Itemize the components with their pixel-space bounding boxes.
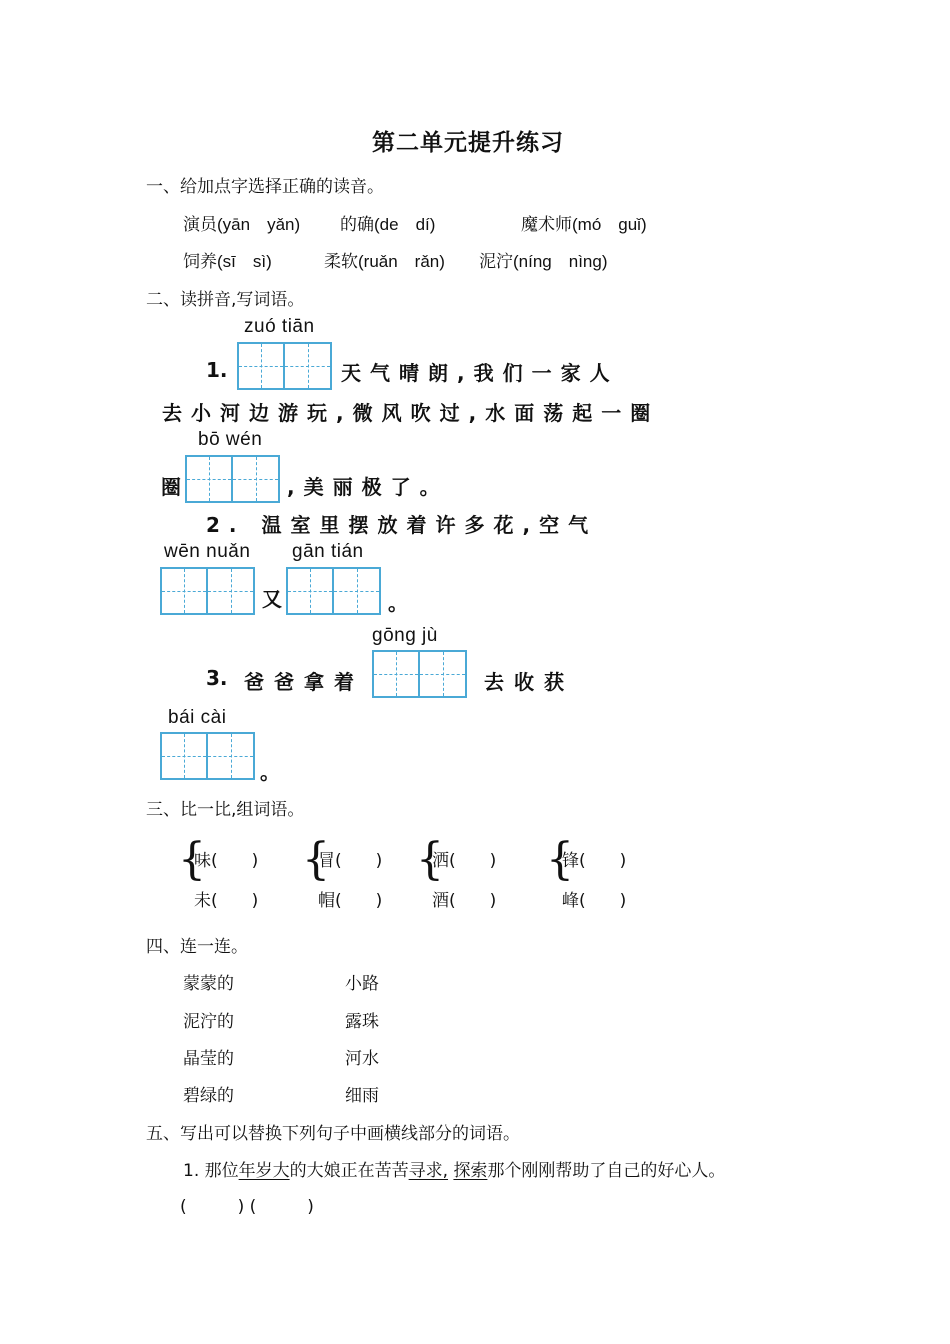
writing-cell[interactable]: [233, 455, 280, 503]
pinyin-prompt: bái cài: [168, 707, 227, 728]
section-1-heading: 一、给加点字选择正确的读音。: [146, 177, 384, 197]
pinyin-prompt: gān tián: [292, 541, 364, 562]
brace-icon: {: [416, 834, 444, 885]
pronunciation-item: 泥泞(níng nìng): [479, 252, 608, 272]
underlined-phrase: 年岁大: [238, 1161, 290, 1181]
match-left-item[interactable]: 晶莹的: [183, 1049, 234, 1069]
pinyin-prompt: wēn nuǎn: [164, 541, 251, 562]
question-number: 1.: [206, 358, 228, 382]
pinyin-prompt: bō wén: [198, 429, 263, 450]
writing-grid[interactable]: [160, 567, 255, 615]
match-right-item[interactable]: 河水: [345, 1049, 379, 1069]
question-text: 天气晴朗,我们一家人: [341, 361, 619, 385]
writing-cell[interactable]: [160, 567, 208, 615]
writing-grid[interactable]: [160, 732, 255, 780]
section-4-heading: 四、连一连。: [146, 937, 248, 957]
pinyin-prompt: zuó tiān: [244, 316, 315, 337]
question-text: 。: [388, 591, 408, 615]
section-5-heading: 五、写出可以替换下列句子中画横线部分的词语。: [146, 1124, 520, 1144]
compare-word: 洒( ): [432, 851, 497, 871]
pronunciation-item: 魔术师(mó guǐ): [521, 215, 647, 235]
brace-icon: {: [302, 834, 330, 885]
pronunciation-item: 演员(yān yǎn): [183, 215, 301, 235]
writing-cell[interactable]: [334, 567, 381, 615]
writing-grid[interactable]: [372, 650, 467, 698]
writing-cell[interactable]: [372, 650, 420, 698]
section-3-heading: 三、比一比,组词语。: [146, 800, 305, 820]
question-number: 3.: [206, 666, 228, 690]
writing-grid[interactable]: [286, 567, 381, 615]
question-text: 圈: [161, 475, 181, 499]
question-text: 去收获: [484, 670, 574, 694]
pronunciation-item: 柔软(ruǎn rǎn): [324, 252, 445, 272]
pronunciation-item: 的确(de dí): [340, 215, 436, 235]
underlined-phrase: 寻求,: [408, 1161, 449, 1181]
question-text: 2. 温室里摆放着许多花,空气: [206, 513, 598, 537]
writing-grid[interactable]: [237, 342, 332, 390]
writing-cell[interactable]: [420, 650, 467, 698]
answer-blanks[interactable]: ( ) ( ): [180, 1197, 314, 1217]
question-text: 又: [262, 587, 282, 611]
compare-word: 峰( ): [562, 891, 627, 911]
writing-cell[interactable]: [286, 567, 334, 615]
match-left-item[interactable]: 碧绿的: [183, 1086, 234, 1106]
match-right-item[interactable]: 小路: [345, 974, 379, 994]
question-text: ,美丽极了。: [287, 475, 449, 499]
question-text: 去小河边游玩,微风吹过,水面荡起一圈: [162, 401, 660, 425]
underlined-phrase: 探索: [453, 1161, 488, 1181]
compare-word: 锋( ): [562, 851, 627, 871]
section-2-heading: 二、读拼音,写词语。: [146, 290, 305, 310]
writing-cell[interactable]: [185, 455, 233, 503]
sentence: 1. 那位年岁大的大娘正在苦苦寻求, 探索那个刚刚帮助了自己的好心人。: [183, 1161, 726, 1181]
match-right-item[interactable]: 细雨: [345, 1086, 379, 1106]
writing-grid[interactable]: [185, 455, 280, 503]
question-text: 。: [260, 760, 280, 784]
writing-cell[interactable]: [208, 567, 255, 615]
pinyin-prompt: gōng jù: [372, 625, 438, 646]
compare-word: 未( ): [194, 891, 259, 911]
brace-icon: {: [546, 834, 574, 885]
pronunciation-item: 饲养(sī sì): [183, 252, 272, 272]
match-left-item[interactable]: 泥泞的: [183, 1012, 234, 1032]
question-text: 爸爸拿着: [244, 670, 364, 694]
compare-word: 味( ): [194, 851, 259, 871]
match-left-item[interactable]: 蒙蒙的: [183, 974, 234, 994]
writing-cell[interactable]: [285, 342, 332, 390]
writing-cell[interactable]: [208, 732, 255, 780]
compare-word: 冒( ): [318, 851, 383, 871]
page-title: 第二单元提升练习: [372, 130, 564, 156]
writing-cell[interactable]: [237, 342, 285, 390]
compare-word: 帽( ): [318, 891, 383, 911]
writing-cell[interactable]: [160, 732, 208, 780]
match-right-item[interactable]: 露珠: [345, 1012, 379, 1032]
brace-icon: {: [178, 834, 206, 885]
compare-word: 酒( ): [432, 891, 497, 911]
